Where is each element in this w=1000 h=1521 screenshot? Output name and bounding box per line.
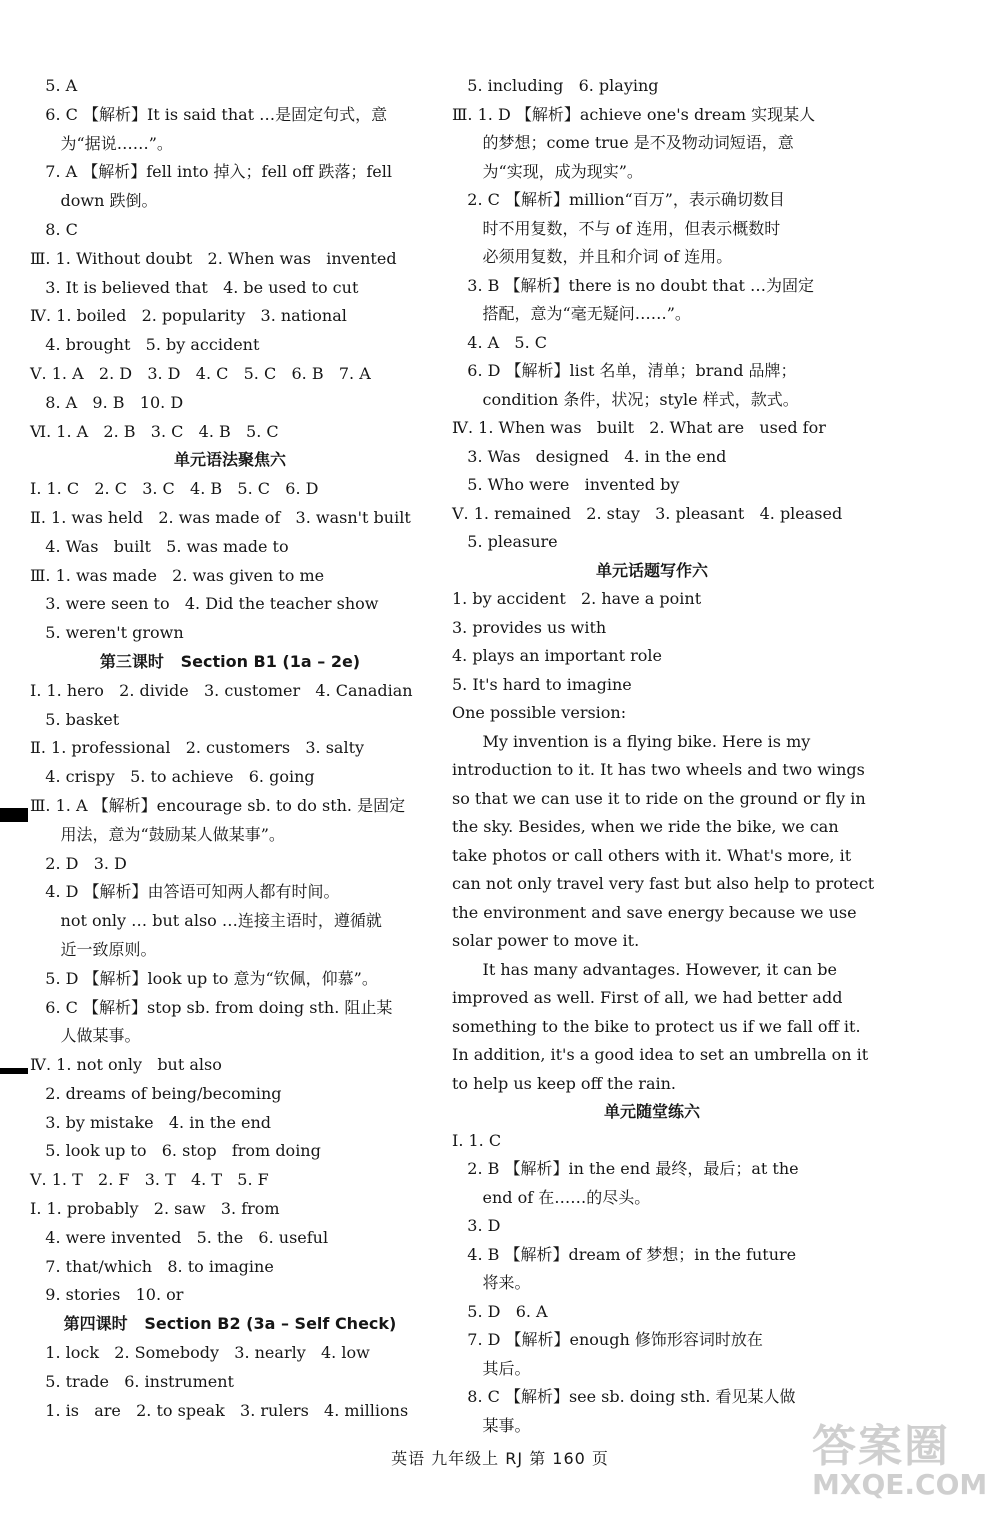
answer-line: Ⅰ. 1. C 2. C 3. C 4. B 5. C 6. D xyxy=(30,479,319,499)
answer-line: 将来。 xyxy=(452,1273,531,1292)
answer-line: 用法，意为“鼓励某人做某事”。 xyxy=(30,824,285,844)
answer-line: 1. is are 2. to speak 3. rulers 4. millions xyxy=(30,1400,409,1420)
answer-line: 5. D 6. A xyxy=(452,1301,548,1321)
answer-line: the environment and save energy because we use xyxy=(452,902,857,922)
answer-line: 5. weren't grown xyxy=(30,623,184,643)
answer-line: Ⅲ. 1. Without doubt 2. When was invented xyxy=(30,248,397,268)
answer-line: introduction to it. It has two wheels and two wings xyxy=(452,760,865,779)
answer-line: One possible version: xyxy=(452,703,627,722)
answer-line: 5. D 【解析】look up to 意为“钦佩，仰慕”。 xyxy=(30,968,378,988)
answer-line: 3. Was designed 4. in the end xyxy=(452,446,727,466)
answer-line: 6. D 【解析】list 名单，清单；brand 品牌； xyxy=(452,361,797,380)
answer-line: to help us keep off the rain. xyxy=(452,1073,676,1093)
answer-line: solar power to move it. xyxy=(452,931,640,950)
answer-line: 3. B 【解析】there is no doubt that …为固定 xyxy=(452,275,815,295)
answer-line: 8. C 【解析】see sb. doing sth. 看见某人做 xyxy=(452,1387,796,1406)
answer-line: 7. A 【解析】fell into 掉入；fell off 跌落；fell xyxy=(30,162,392,182)
answer-line: down 跌倒。 xyxy=(30,191,158,211)
section-heading: 第三课时 Section B1 (1a – 2e) xyxy=(99,651,361,671)
answer-line: 4. crispy 5. to achieve 6. going xyxy=(30,767,315,787)
answer-line: 4. were invented 5. the 6. useful xyxy=(30,1227,329,1247)
answer-line: 9. stories 10. or xyxy=(30,1285,184,1305)
right-column xyxy=(452,72,875,1440)
answer-line: something to the bike to protect us if we fall off it. xyxy=(452,1016,861,1036)
answer-line: 5. basket xyxy=(30,709,120,729)
answer-line: Ⅳ. 1. When was built 2. What are used for xyxy=(452,418,826,437)
answer-line: 5. It's hard to imagine xyxy=(452,674,632,694)
answer-line: 2. dreams of being/becoming xyxy=(30,1083,282,1103)
answer-line: Ⅴ. 1. remained 2. stay 3. pleasant 4. pleased xyxy=(452,503,843,523)
answer-line: 近一致原则。 xyxy=(30,939,157,959)
answer-line: Ⅰ. 1. hero 2. divide 3. customer 4. Canadian xyxy=(30,680,413,700)
page-footer: 英语 九年级上 RJ 第 160 页 xyxy=(391,1449,609,1468)
answer-line: In addition, it's a good idea to set an umbrella on it xyxy=(452,1045,869,1064)
answer-line: Ⅲ. 1. D 【解析】achieve one's dream 实现某人 xyxy=(452,104,816,124)
answer-line: 6. C 【解析】It is said that …是固定句式，意 xyxy=(30,104,388,124)
answer-line: 4. D 【解析】由答语可知两人都有时间。 xyxy=(30,882,340,902)
answer-line: 5. trade 6. instrument xyxy=(30,1371,234,1391)
answer-line: 为“实现，成为现实”。 xyxy=(452,161,643,181)
answer-line: 4. A 5. C xyxy=(452,332,548,352)
answer-line: 2. C 【解析】million“百万”，表示确切数目 xyxy=(452,190,785,209)
answer-line: My invention is a flying bike. Here is my xyxy=(452,731,811,751)
answer-line: Ⅳ. 1. not only but also xyxy=(30,1055,222,1075)
answer-line: 4. plays an important role xyxy=(452,646,662,665)
answer-line: Ⅰ. 1. C xyxy=(452,1130,502,1150)
answer-line: 4. brought 5. by accident xyxy=(30,335,260,355)
answer-line: 5. pleasure xyxy=(452,532,558,551)
answer-line: 为“据说……”。 xyxy=(30,133,173,153)
answer-line: 5. including 6. playing xyxy=(452,76,659,95)
section-heading: 单元随堂练六 xyxy=(603,1102,700,1121)
answer-line: 搭配，意为“毫无疑问……”。 xyxy=(452,304,691,323)
answer-line: condition 条件，状况；style 样式，款式。 xyxy=(452,389,799,409)
answer-line: Ⅳ. 1. boiled 2. popularity 3. national xyxy=(30,306,347,326)
answer-line: 3. were seen to 4. Did the teacher show xyxy=(30,594,379,614)
answer-line: 7. D 【解析】enough 修饰形容词时放在 xyxy=(452,1330,763,1349)
answer-line: end of 在……的尽头。 xyxy=(452,1187,651,1207)
section-heading: 单元语法聚焦六 xyxy=(173,450,286,470)
answer-line: can not only travel very fast but also help to protect xyxy=(452,874,875,893)
answer-line: Ⅴ. 1. T 2. F 3. T 4. T 5. F xyxy=(30,1170,269,1190)
answer-line: 7. that/which 8. to imagine xyxy=(30,1256,274,1276)
answer-line: 3. It is believed that 4. be used to cut xyxy=(30,277,359,297)
answer-line: 5. look up to 6. stop from doing xyxy=(30,1141,321,1161)
answer-line: 1. by accident 2. have a point xyxy=(452,589,702,608)
answer-line: 的梦想；come true 是不及物动词短语，意 xyxy=(452,133,794,152)
left-column xyxy=(30,72,430,1425)
answer-line: Ⅱ. 1. professional 2. customers 3. salty xyxy=(30,738,365,758)
answer-line: 时不用复数，不与 of 连用，但表示概数时 xyxy=(452,218,781,238)
section-heading: 单元话题写作六 xyxy=(595,560,708,580)
answer-line: 3. provides us with xyxy=(452,617,607,637)
answer-line: 8. C xyxy=(30,219,78,239)
answer-line: It has many advantages. However, it can be xyxy=(452,959,837,979)
answer-line: 6. C 【解析】stop sb. from doing sth. 阻止某 xyxy=(30,997,393,1017)
answer-line: 某事。 xyxy=(452,1415,531,1435)
watermark-url: MXQE.COM xyxy=(812,1468,988,1501)
section-heading: 第四课时 Section B2 (3a – Self Check) xyxy=(63,1314,397,1334)
answer-line: 5. A xyxy=(30,76,78,95)
answer-line: 4. B 【解析】dream of 梦想；in the future xyxy=(452,1244,797,1264)
answer-line: 3. D xyxy=(452,1216,501,1235)
answer-line: the sky. Besides, when we ride the bike, we can xyxy=(452,817,839,836)
answer-line: Ⅵ. 1. A 2. B 3. C 4. B 5. C xyxy=(30,421,279,441)
watermark-title: 答案圈 xyxy=(812,1421,950,1472)
answer-line: 必须用复数，并且和介词 of 连用。 xyxy=(452,247,733,266)
answer-line: Ⅴ. 1. A 2. D 3. D 4. C 5. C 6. B 7. A xyxy=(30,363,371,383)
answer-line: 其后。 xyxy=(452,1358,531,1378)
answer-line: 1. lock 2. Somebody 3. nearly 4. low xyxy=(30,1343,370,1363)
answer-line: not only … but also …连接主语时，遵循就 xyxy=(30,911,382,931)
scan-edge-mark xyxy=(0,808,28,822)
answer-line: 8. A 9. B 10. D xyxy=(30,392,184,412)
answer-line: 3. by mistake 4. in the end xyxy=(30,1112,272,1132)
answer-line: 4. Was built 5. was made to xyxy=(30,536,289,556)
scan-edge-mark xyxy=(0,1068,28,1074)
answer-line: Ⅰ. 1. probably 2. saw 3. from xyxy=(30,1199,280,1219)
watermark-logo xyxy=(812,1410,987,1510)
answer-line: 人做某事。 xyxy=(30,1026,141,1046)
answer-line: Ⅲ. 1. A 【解析】encourage sb. to do sth. 是固定 xyxy=(30,795,406,815)
answer-line: improved as well. First of all, we had better add xyxy=(452,988,843,1007)
answer-line: 2. B 【解析】in the end 最终，最后；at the xyxy=(452,1159,799,1178)
answer-line: Ⅲ. 1. was made 2. was given to me xyxy=(30,565,325,585)
answer-line: 2. D 3. D xyxy=(30,853,127,873)
answer-line: take photos or call others with it. What's more, it xyxy=(452,845,852,865)
answer-line: so that we can use it to ride on the ground or fly in xyxy=(452,788,866,808)
answer-line: Ⅱ. 1. was held 2. was made of 3. wasn't built xyxy=(30,507,411,527)
answer-line: 5. Who were invented by xyxy=(452,475,680,494)
